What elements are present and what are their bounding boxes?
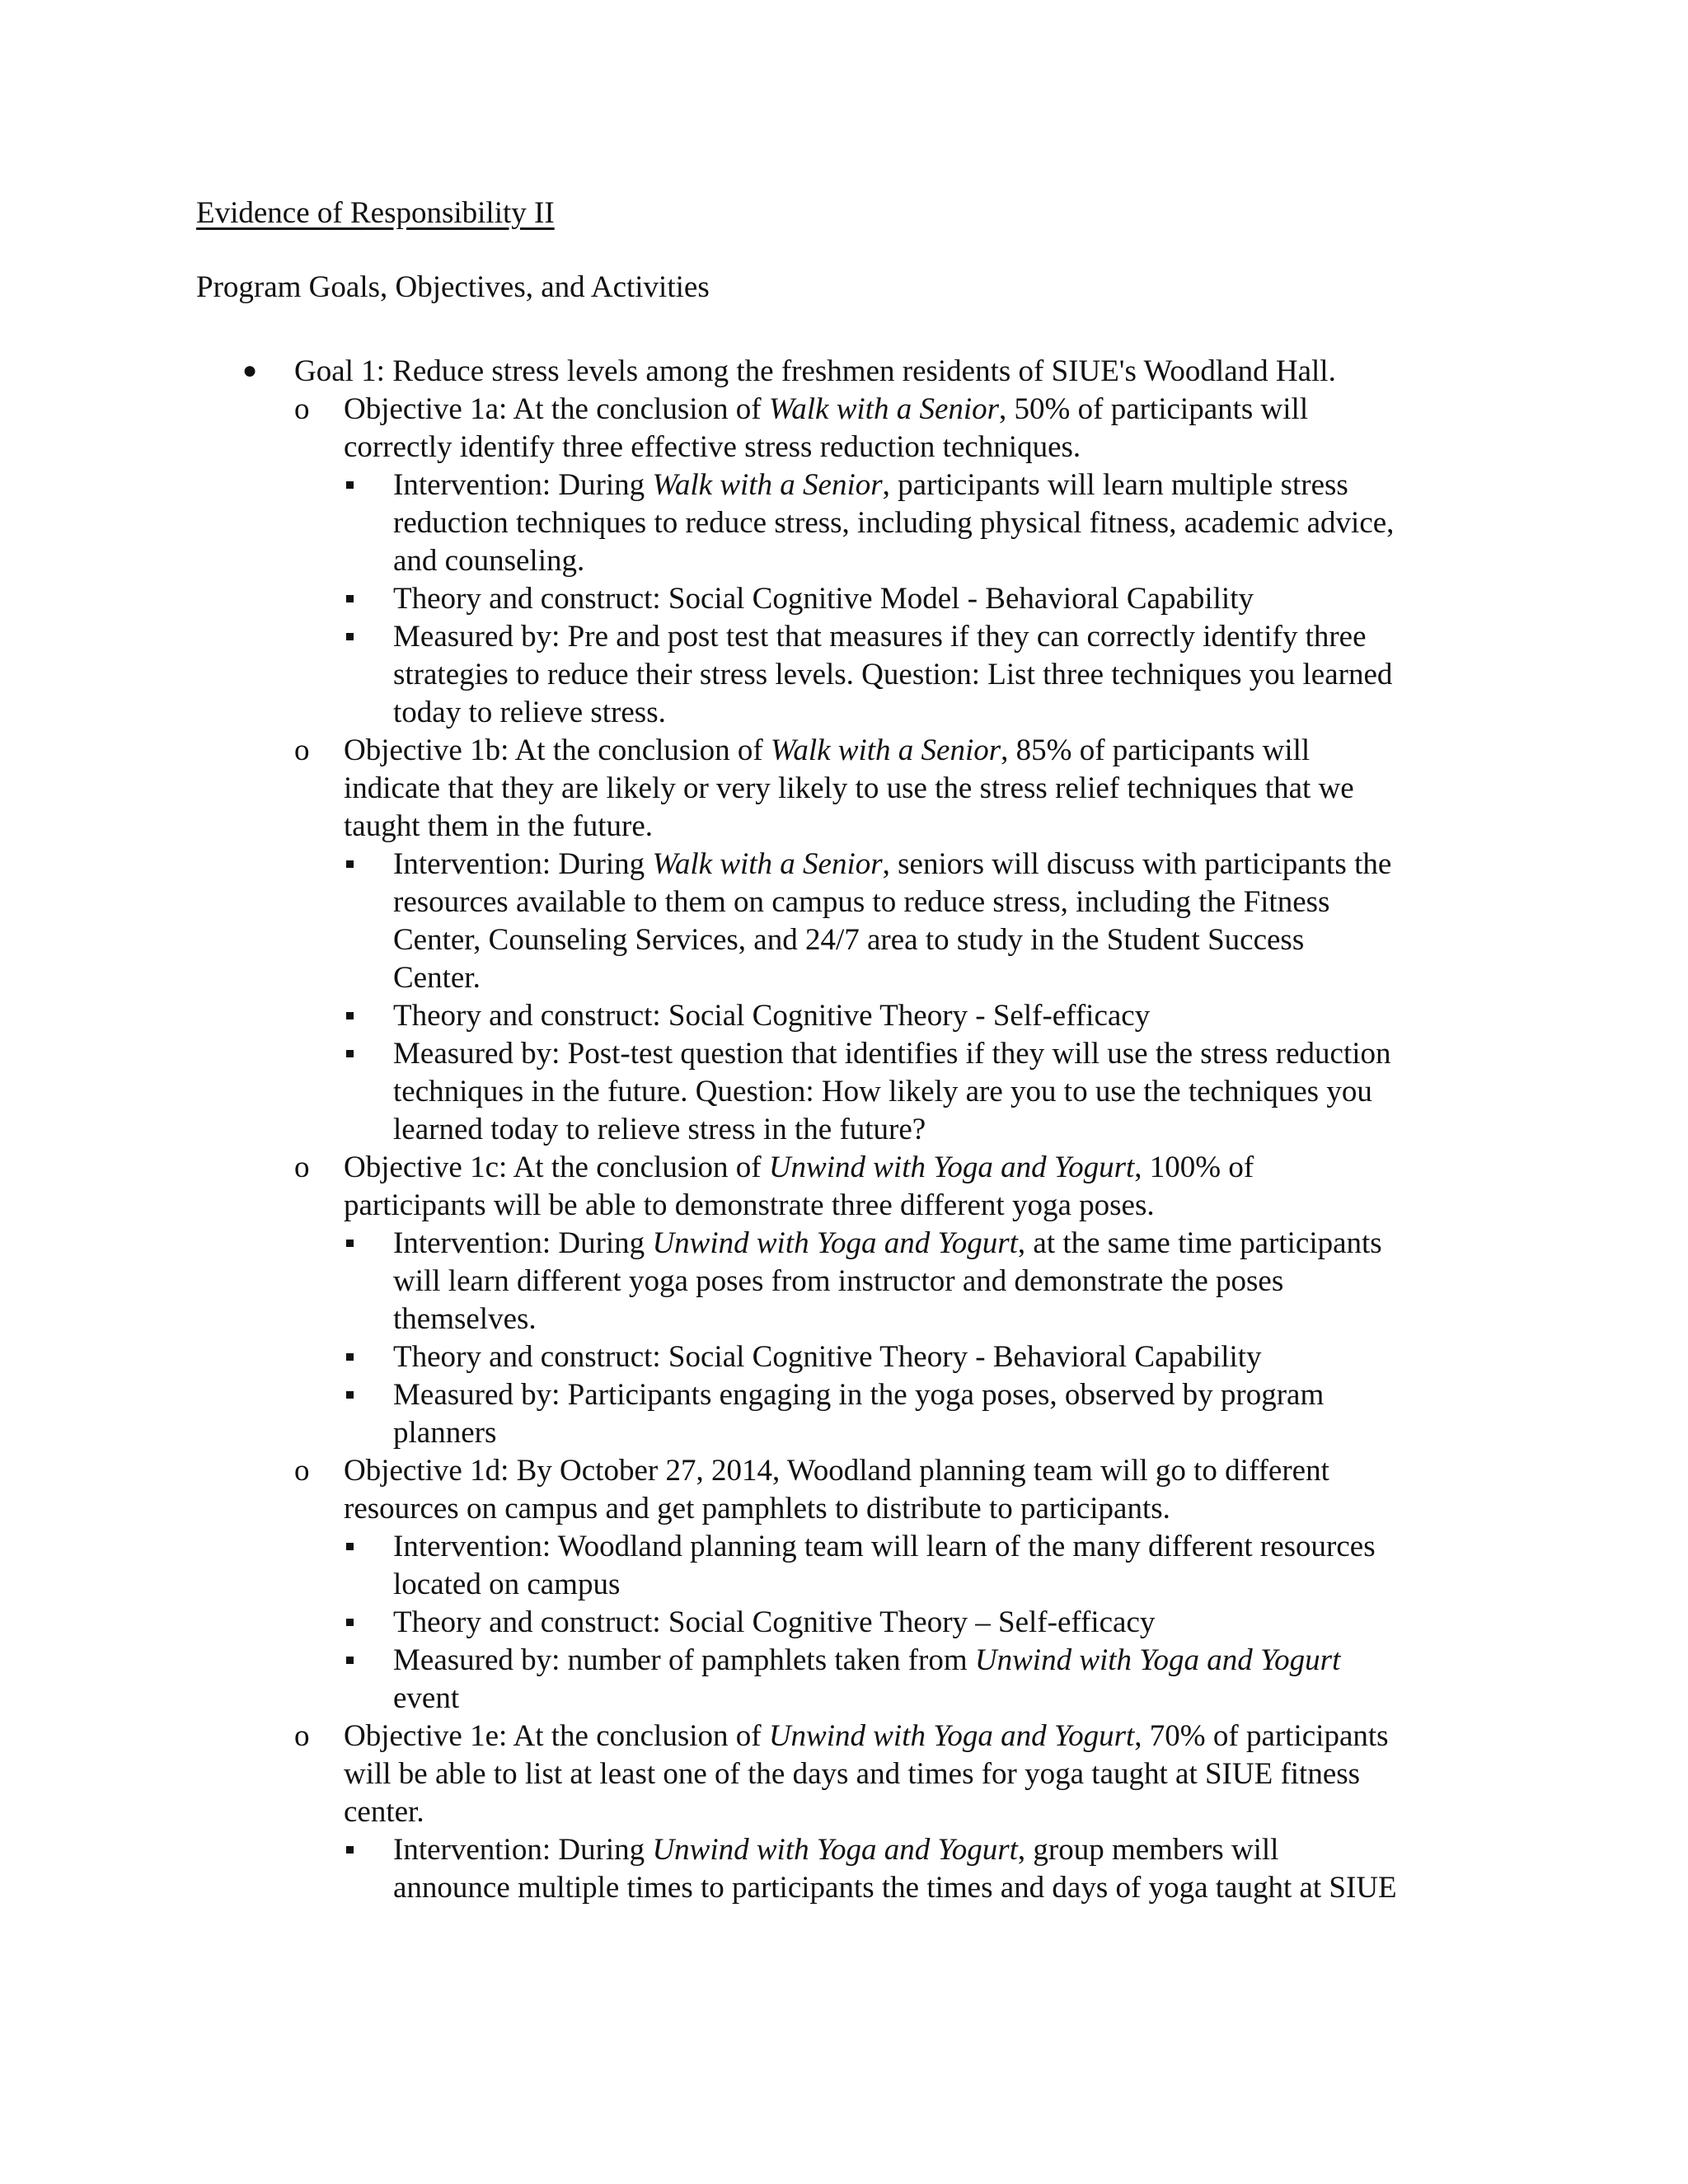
square-bullet-icon bbox=[346, 595, 354, 602]
theory-1c: Theory and construct: Social Cognitive Theory - Behavioral Capability bbox=[393, 1340, 1262, 1374]
measured-1a-line3: today to relieve stress. bbox=[393, 696, 666, 729]
square-bullet-icon bbox=[346, 860, 354, 868]
objective-1d: Objective 1d: By October 27, 2014, Woodland planning team will go to different bbox=[344, 1454, 1329, 1488]
objective-1c-line2: participants will be able to demonstrate three different yoga poses. bbox=[344, 1188, 1155, 1222]
intervention-1d-line2: located on campus bbox=[393, 1568, 621, 1601]
square-bullet-icon bbox=[346, 1543, 354, 1550]
circle-bullet-icon: o bbox=[294, 1454, 310, 1488]
square-bullet-icon bbox=[346, 1619, 354, 1626]
objective-1e: Objective 1e: At the conclusion of Unwind with Yoga and Yogurt, 70% of participants bbox=[344, 1719, 1389, 1753]
intervention-1a-line3: and counseling. bbox=[393, 544, 585, 578]
square-bullet-icon bbox=[346, 1240, 354, 1247]
square-bullet-icon bbox=[346, 1012, 354, 1019]
theory-1d: Theory and construct: Social Cognitive Theory – Self-efficacy bbox=[393, 1605, 1156, 1639]
objective-1c: Objective 1c: At the conclusion of Unwind with Yoga and Yogurt, 100% of bbox=[344, 1151, 1254, 1184]
goal-1: Goal 1: Reduce stress levels among the freshmen residents of SIUE's Woodland Hall. bbox=[294, 354, 1336, 388]
intervention-1c: Intervention: During Unwind with Yoga and Yogurt, at the same time participants bbox=[393, 1226, 1382, 1260]
intervention-1c-line2: will learn different yoga poses from instructor and demonstrate the poses bbox=[393, 1264, 1284, 1298]
circle-bullet-icon: o bbox=[294, 1151, 310, 1184]
intervention-1e-line2: announce multiple times to participants the times and days of yoga taught at SIUE bbox=[393, 1871, 1397, 1905]
measured-1a-line2: strategies to reduce their stress levels. Question: List three techniques you learned bbox=[393, 658, 1393, 691]
square-bullet-icon bbox=[346, 481, 354, 489]
intervention-1a: Intervention: During Walk with a Senior, participants will learn multiple stress bbox=[393, 468, 1348, 502]
measured-1c: Measured by: Participants engaging in the yoga poses, observed by program bbox=[393, 1378, 1325, 1412]
measured-1b: Measured by: Post-test question that identifies if they will use the stress reduction bbox=[393, 1037, 1391, 1071]
page-title: Evidence of Responsibility II bbox=[196, 196, 555, 230]
objective-1e-line3: center. bbox=[344, 1795, 424, 1829]
theory-1b: Theory and construct: Social Cognitive Theory - Self-efficacy bbox=[393, 999, 1151, 1033]
section-heading: Program Goals, Objectives, and Activities bbox=[196, 270, 710, 304]
measured-1b-line3: learned today to relieve stress in the future? bbox=[393, 1113, 926, 1146]
square-bullet-icon bbox=[346, 1846, 354, 1854]
square-bullet-icon bbox=[346, 633, 354, 640]
objective-1a: Objective 1a: At the conclusion of Walk with a Senior, 50% of participants will bbox=[344, 392, 1309, 426]
measured-1d-line2: event bbox=[393, 1681, 460, 1715]
measured-1b-line2: techniques in the future. Question: How likely are you to use the techniques you bbox=[393, 1075, 1372, 1108]
square-bullet-icon bbox=[346, 1353, 354, 1361]
square-bullet-icon bbox=[346, 1391, 354, 1399]
intervention-1d: Intervention: Woodland planning team will learn of the many different resources bbox=[393, 1530, 1376, 1563]
measured-1c-line2: planners bbox=[393, 1416, 497, 1450]
intervention-1a-line2: reduction techniques to reduce stress, including physical fitness, academic advice, bbox=[393, 506, 1395, 540]
objective-1e-line2: will be able to list at least one of the days and times for yoga taught at SIUE fitness bbox=[344, 1757, 1361, 1791]
objective-1b-line2: indicate that they are likely or very likely to use the stress relief techniques that we bbox=[344, 771, 1354, 805]
bullet-dot-icon: ● bbox=[242, 357, 258, 384]
theory-1a: Theory and construct: Social Cognitive Model - Behavioral Capability bbox=[393, 582, 1254, 616]
circle-bullet-icon: o bbox=[294, 392, 310, 426]
intervention-1b-line2: resources available to them on campus to reduce stress, including the Fitness bbox=[393, 885, 1330, 919]
intervention-1c-line3: themselves. bbox=[393, 1302, 537, 1336]
objective-1d-line2: resources on campus and get pamphlets to distribute to participants. bbox=[344, 1492, 1170, 1526]
intervention-1b-line3: Center, Counseling Services, and 24/7 area to study in the Student Success bbox=[393, 923, 1305, 957]
objective-1b: Objective 1b: At the conclusion of Walk with a Senior, 85% of participants will bbox=[344, 733, 1311, 767]
objective-1b-line3: taught them in the future. bbox=[344, 809, 654, 843]
square-bullet-icon bbox=[346, 1657, 354, 1664]
measured-1a: Measured by: Pre and post test that measures if they can correctly identify three bbox=[393, 620, 1367, 654]
objective-1a-line2: correctly identify three effective stress reduction techniques. bbox=[344, 430, 1081, 464]
circle-bullet-icon: o bbox=[294, 733, 310, 767]
measured-1d: Measured by: number of pamphlets taken from Unwind with Yoga and Yogurt bbox=[393, 1643, 1341, 1677]
intervention-1e: Intervention: During Unwind with Yoga and Yogurt, group members will bbox=[393, 1833, 1279, 1867]
square-bullet-icon bbox=[346, 1050, 354, 1057]
circle-bullet-icon: o bbox=[294, 1719, 310, 1753]
intervention-1b-line4: Center. bbox=[393, 961, 481, 995]
intervention-1b: Intervention: During Walk with a Senior, seniors will discuss with participants the bbox=[393, 847, 1392, 881]
